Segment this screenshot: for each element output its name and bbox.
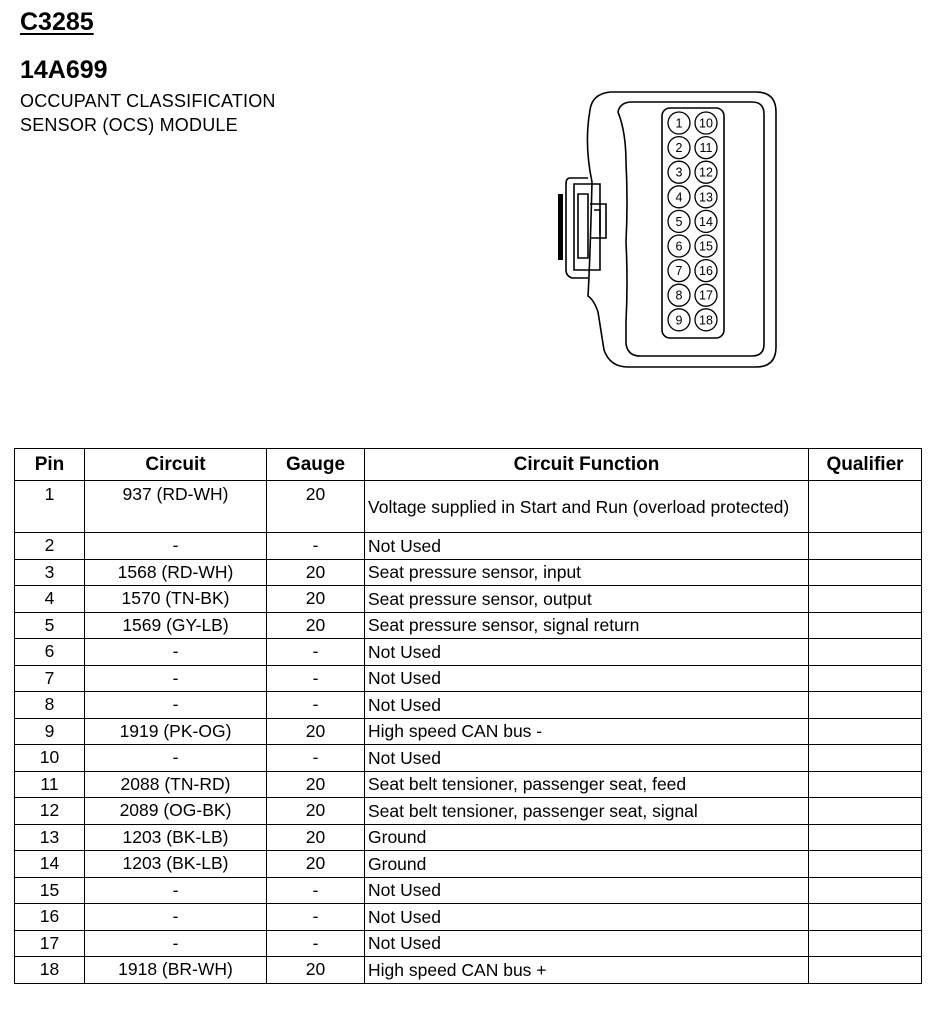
cell-qualifier [809,533,922,560]
cell-gauge: - [267,533,365,560]
connector-inner-outline [618,102,764,356]
cell-circuit-function: Seat pressure sensor, input [365,559,809,586]
table-row [15,692,922,719]
cell-gauge: - [267,692,365,719]
table-row [15,612,922,639]
cell-gauge: - [267,665,365,692]
pin-label: 17 [699,288,713,303]
cell-circuit-function: Not Used [365,639,809,666]
cell-qualifier [809,639,922,666]
pin-15 [695,235,717,257]
table-row [15,904,922,931]
cell-pin: 5 [15,612,85,639]
table-row [15,745,922,772]
pin-label: 10 [699,116,713,131]
cell-circuit-function: Ground [365,824,809,851]
cell-gauge: - [267,639,365,666]
cell-circuit-function: Voltage supplied in Start and Run (overload protected) [365,481,809,533]
cell-pin: 9 [15,718,85,745]
cell-gauge: 20 [267,612,365,639]
table-row [15,957,922,984]
cell-qualifier [809,798,922,825]
pin-label: 4 [675,190,683,205]
pin-18 [695,309,717,331]
cell-pin: 8 [15,692,85,719]
pin-label: 16 [699,264,713,279]
pin-14 [695,210,717,232]
cell-circuit-function: Not Used [365,533,809,560]
cell-qualifier [809,612,922,639]
cell-circuit: 1203 (BK-LB) [85,824,267,851]
cell-pin: 4 [15,586,85,613]
cell-circuit-function: Ground [365,851,809,878]
cell-circuit: 2088 (TN-RD) [85,771,267,798]
module-name-line-1: OCCUPANT CLASSIFICATION [20,91,276,111]
cell-circuit: 1203 (BK-LB) [85,851,267,878]
cell-circuit-function: Seat belt tensioner, passenger seat, signal [365,798,809,825]
cell-qualifier [809,692,922,719]
cell-qualifier [809,877,922,904]
pin-label: 8 [675,288,683,303]
cell-gauge: 20 [267,851,365,878]
cell-gauge: 20 [267,771,365,798]
pin-grid [668,112,717,331]
cell-pin: 6 [15,639,85,666]
cell-circuit-function: High speed CAN bus - [365,718,809,745]
cell-gauge: 20 [267,957,365,984]
cell-gauge: 20 [267,559,365,586]
cell-gauge: - [267,877,365,904]
cell-qualifier [809,559,922,586]
cell-pin: 18 [15,957,85,984]
cell-circuit: 1568 (RD-WH) [85,559,267,586]
cell-pin: 13 [15,824,85,851]
cell-circuit-function: Not Used [365,692,809,719]
module-name-line-2: SENSOR (OCS) MODULE [20,115,238,135]
cell-pin: 7 [15,665,85,692]
cell-qualifier [809,665,922,692]
pin-1 [668,112,690,134]
cell-gauge: 20 [267,798,365,825]
cell-circuit-function: Not Used [365,877,809,904]
cell-circuit: - [85,665,267,692]
pin-2 [668,137,690,159]
pin-12 [695,161,717,183]
cell-qualifier [809,930,922,957]
table-row [15,481,922,533]
header-circuit-function: Circuit Function [365,449,809,481]
cell-circuit: 937 (RD-WH) [85,481,267,533]
table-row [15,533,922,560]
cell-pin: 3 [15,559,85,586]
table-row [15,559,922,586]
pin-11 [695,137,717,159]
cell-circuit-function: Not Used [365,745,809,772]
cell-circuit: - [85,639,267,666]
cell-circuit: - [85,533,267,560]
pin-6 [668,235,690,257]
table-row [15,718,922,745]
pin-label: 7 [675,264,683,279]
cell-pin: 10 [15,745,85,772]
connector-latch [566,178,588,278]
part-number: 14A699 [20,56,108,84]
connector-face-diagram [548,82,788,382]
pin-5 [668,210,690,232]
pin-13 [695,186,717,208]
cell-qualifier [809,904,922,931]
cell-pin: 1 [15,481,85,533]
pin-16 [695,260,717,282]
pin-label: 11 [699,141,713,156]
cell-circuit: 2089 (OG-BK) [85,798,267,825]
cell-circuit-function: Not Used [365,930,809,957]
cell-circuit-function: Not Used [365,904,809,931]
pin-label: 3 [675,165,683,180]
pin-label: 6 [675,239,683,254]
table-header-row [15,449,922,481]
cell-pin: 14 [15,851,85,878]
cell-pin: 2 [15,533,85,560]
cell-pin: 15 [15,877,85,904]
header-pin: Pin [15,449,85,481]
cell-pin: 11 [15,771,85,798]
cell-pin: 16 [15,904,85,931]
pinout-table [14,448,922,984]
header-qualifier: Qualifier [809,449,922,481]
pin-3 [668,161,690,183]
cell-circuit: - [85,877,267,904]
cell-gauge: - [267,904,365,931]
table-row [15,586,922,613]
pin-label: 14 [699,214,713,229]
table-row [15,824,922,851]
cell-qualifier [809,586,922,613]
table-row [15,851,922,878]
header-circuit: Circuit [85,449,267,481]
cell-gauge: - [267,930,365,957]
pin-7 [668,260,690,282]
pin-label: 1 [675,116,683,131]
cell-circuit-function: High speed CAN bus + [365,957,809,984]
cell-qualifier [809,718,922,745]
pin-label: 15 [699,239,713,254]
pin-17 [695,284,717,306]
cell-circuit-function: Seat pressure sensor, output [365,586,809,613]
pinout-table-body [15,481,922,984]
cell-circuit-function: Seat belt tensioner, passenger seat, feed [365,771,809,798]
pin-9 [668,309,690,331]
pin-label: 5 [675,214,683,229]
cell-gauge: 20 [267,718,365,745]
cell-circuit-function: Seat pressure sensor, signal return [365,612,809,639]
cell-circuit: - [85,692,267,719]
cell-gauge: 20 [267,586,365,613]
cell-gauge: 20 [267,481,365,533]
pin-8 [668,284,690,306]
connector-id: C3285 [20,8,94,36]
cell-qualifier [809,771,922,798]
pin-label: 13 [699,190,713,205]
table-row [15,665,922,692]
cell-qualifier [809,957,922,984]
cell-circuit: - [85,930,267,957]
cell-pin: 12 [15,798,85,825]
table-row [15,771,922,798]
pin-label: 18 [699,313,713,328]
cell-circuit: 1569 (GY-LB) [85,612,267,639]
pin-10 [695,112,717,134]
cell-circuit: 1570 (TN-BK) [85,586,267,613]
cell-circuit: - [85,745,267,772]
pin-label: 9 [675,313,683,328]
pin-label: 12 [699,165,713,180]
cell-pin: 17 [15,930,85,957]
cell-gauge: - [267,745,365,772]
table-row [15,798,922,825]
cell-circuit-function: Not Used [365,665,809,692]
table-row [15,930,922,957]
cell-qualifier [809,745,922,772]
cell-circuit: 1919 (PK-OG) [85,718,267,745]
cell-qualifier [809,851,922,878]
cell-circuit: - [85,904,267,931]
cell-qualifier [809,481,922,533]
pin-label: 2 [675,141,683,156]
cell-gauge: 20 [267,824,365,851]
header-gauge: Gauge [267,449,365,481]
cell-qualifier [809,824,922,851]
cell-circuit: 1918 (BR-WH) [85,957,267,984]
module-name [20,89,276,137]
table-row [15,639,922,666]
pin-4 [668,186,690,208]
table-row [15,877,922,904]
